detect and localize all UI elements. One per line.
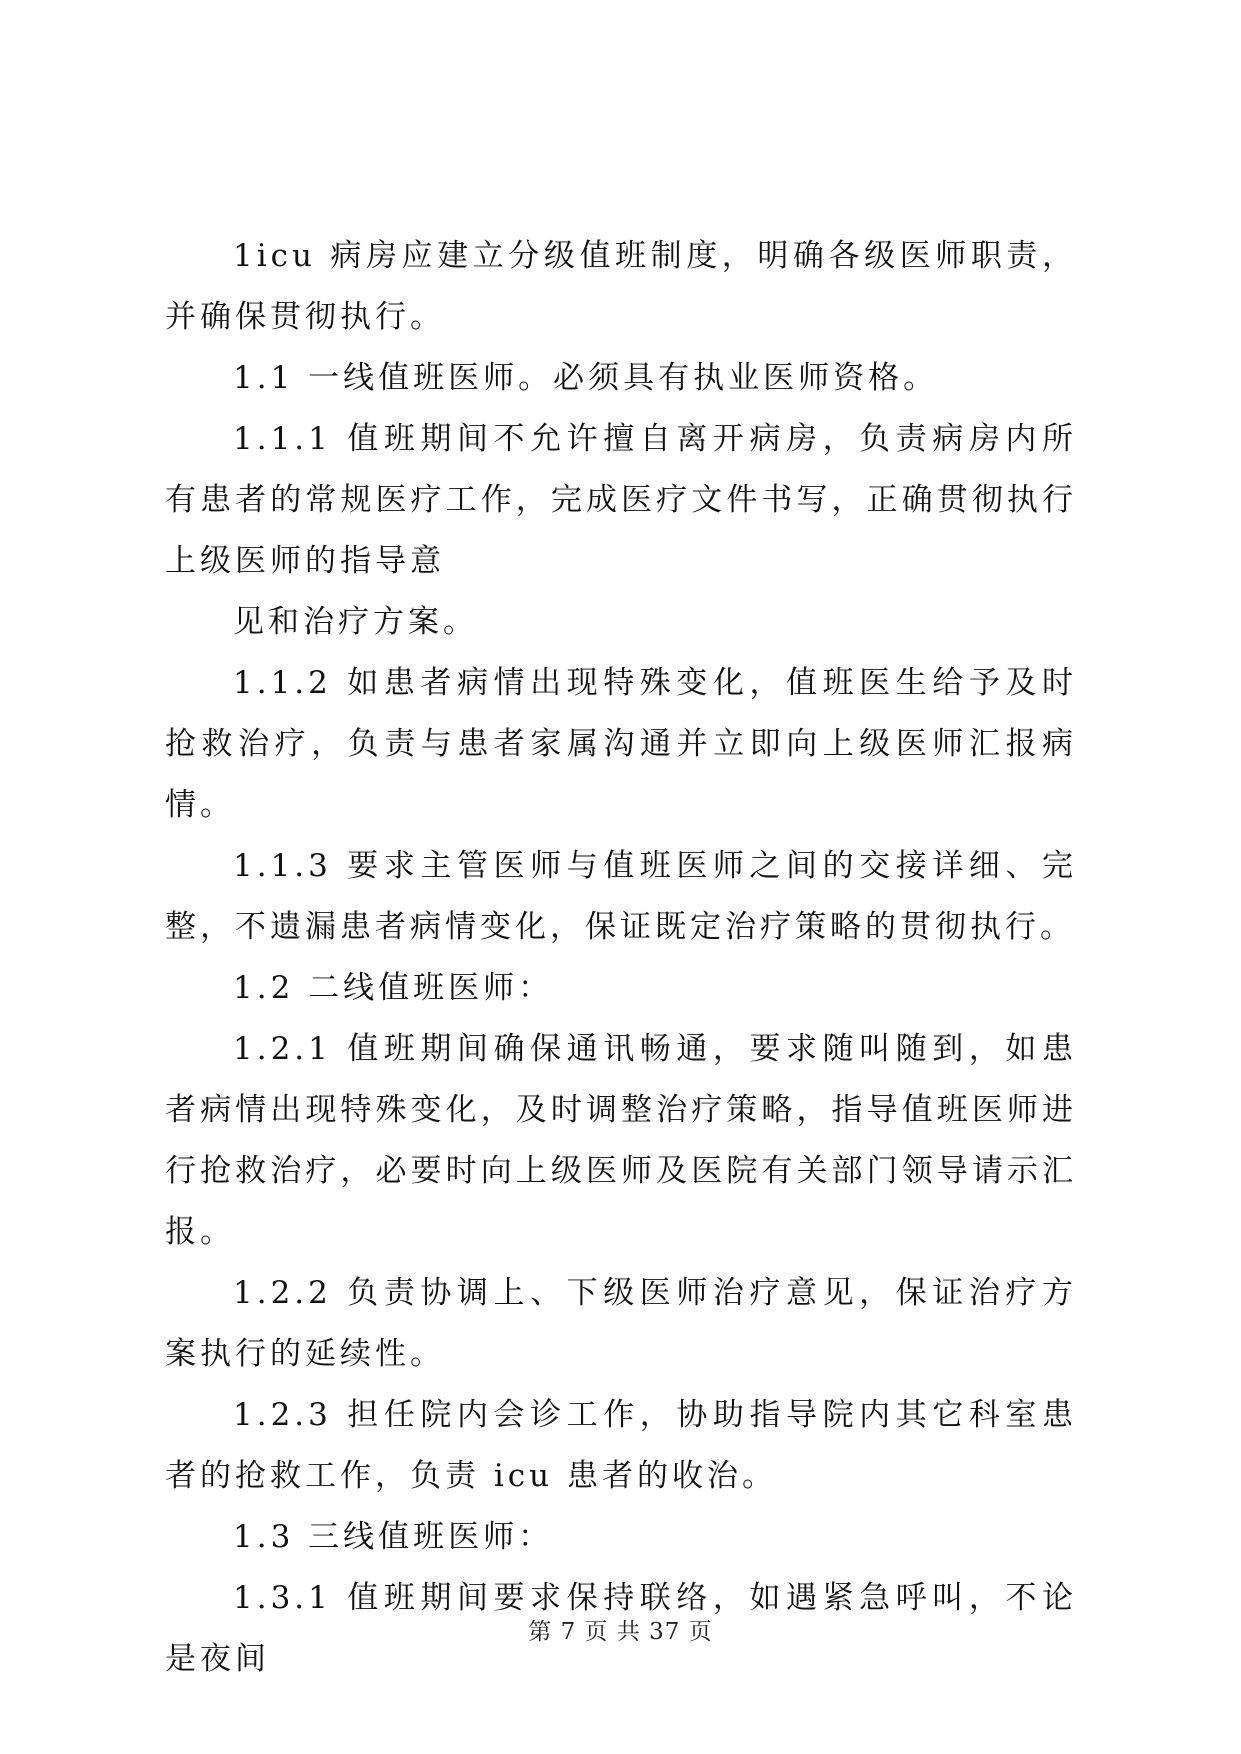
paragraph-4: 见和治疗方案。 [233,604,478,640]
paragraph-12: 1.3.1 值班期间要求保持联络，如遇紧急呼叫，不论是夜间 [165,1580,1077,1677]
paragraph-3: 1.1.1 值班期间不允许擅自离开病房，负责病房内所有患者的常规医疗工作，完成医疗文件书写，正确贯彻执行上级医师的指导意 [165,421,1077,579]
paragraph-1: 1icu 病房应建立分级值班制度，明确各级医师职责，并确保贯彻执行。 [165,238,1077,335]
page-number-footer: 第 7 页 共 37 页 [528,1619,713,1645]
paragraph-5: 1.1.2 如患者病情出现特殊变化，值班医生给予及时抢救治疗，负责与患者家属沟通并立即向上级医师汇报病情。 [165,665,1077,823]
paragraph-8: 1.2.1 值班期间确保通讯畅通，要求随叫随到，如患者病情出现特殊变化，及时调整治疗策略，指导值班医师进行抢救治疗，必要时向上级医师及医院有关部门领导请示汇报。 [165,1031,1077,1250]
paragraph-2: 1.1 一线值班医师。必须具有执业医师资格。 [233,360,939,396]
paragraph-7: 1.2 二线值班医师： [233,970,554,1006]
paragraph-6: 1.1.3 要求主管医师与值班医师之间的交接详细、完整，不遗漏患者病情变化，保证既定治疗策略的贯彻执行。 [165,848,1077,945]
paragraph-10: 1.2.3 担任院内会诊工作，协助指导院内其它科室患者的抢救工作，负责 icu 患者的收治。 [165,1397,1077,1494]
paragraph-11: 1.3 三线值班医师： [233,1519,554,1555]
paragraph-9: 1.2.2 负责协调上、下级医师治疗意见，保证治疗方案执行的延续性。 [165,1275,1077,1372]
document-body [165,226,1077,1690]
